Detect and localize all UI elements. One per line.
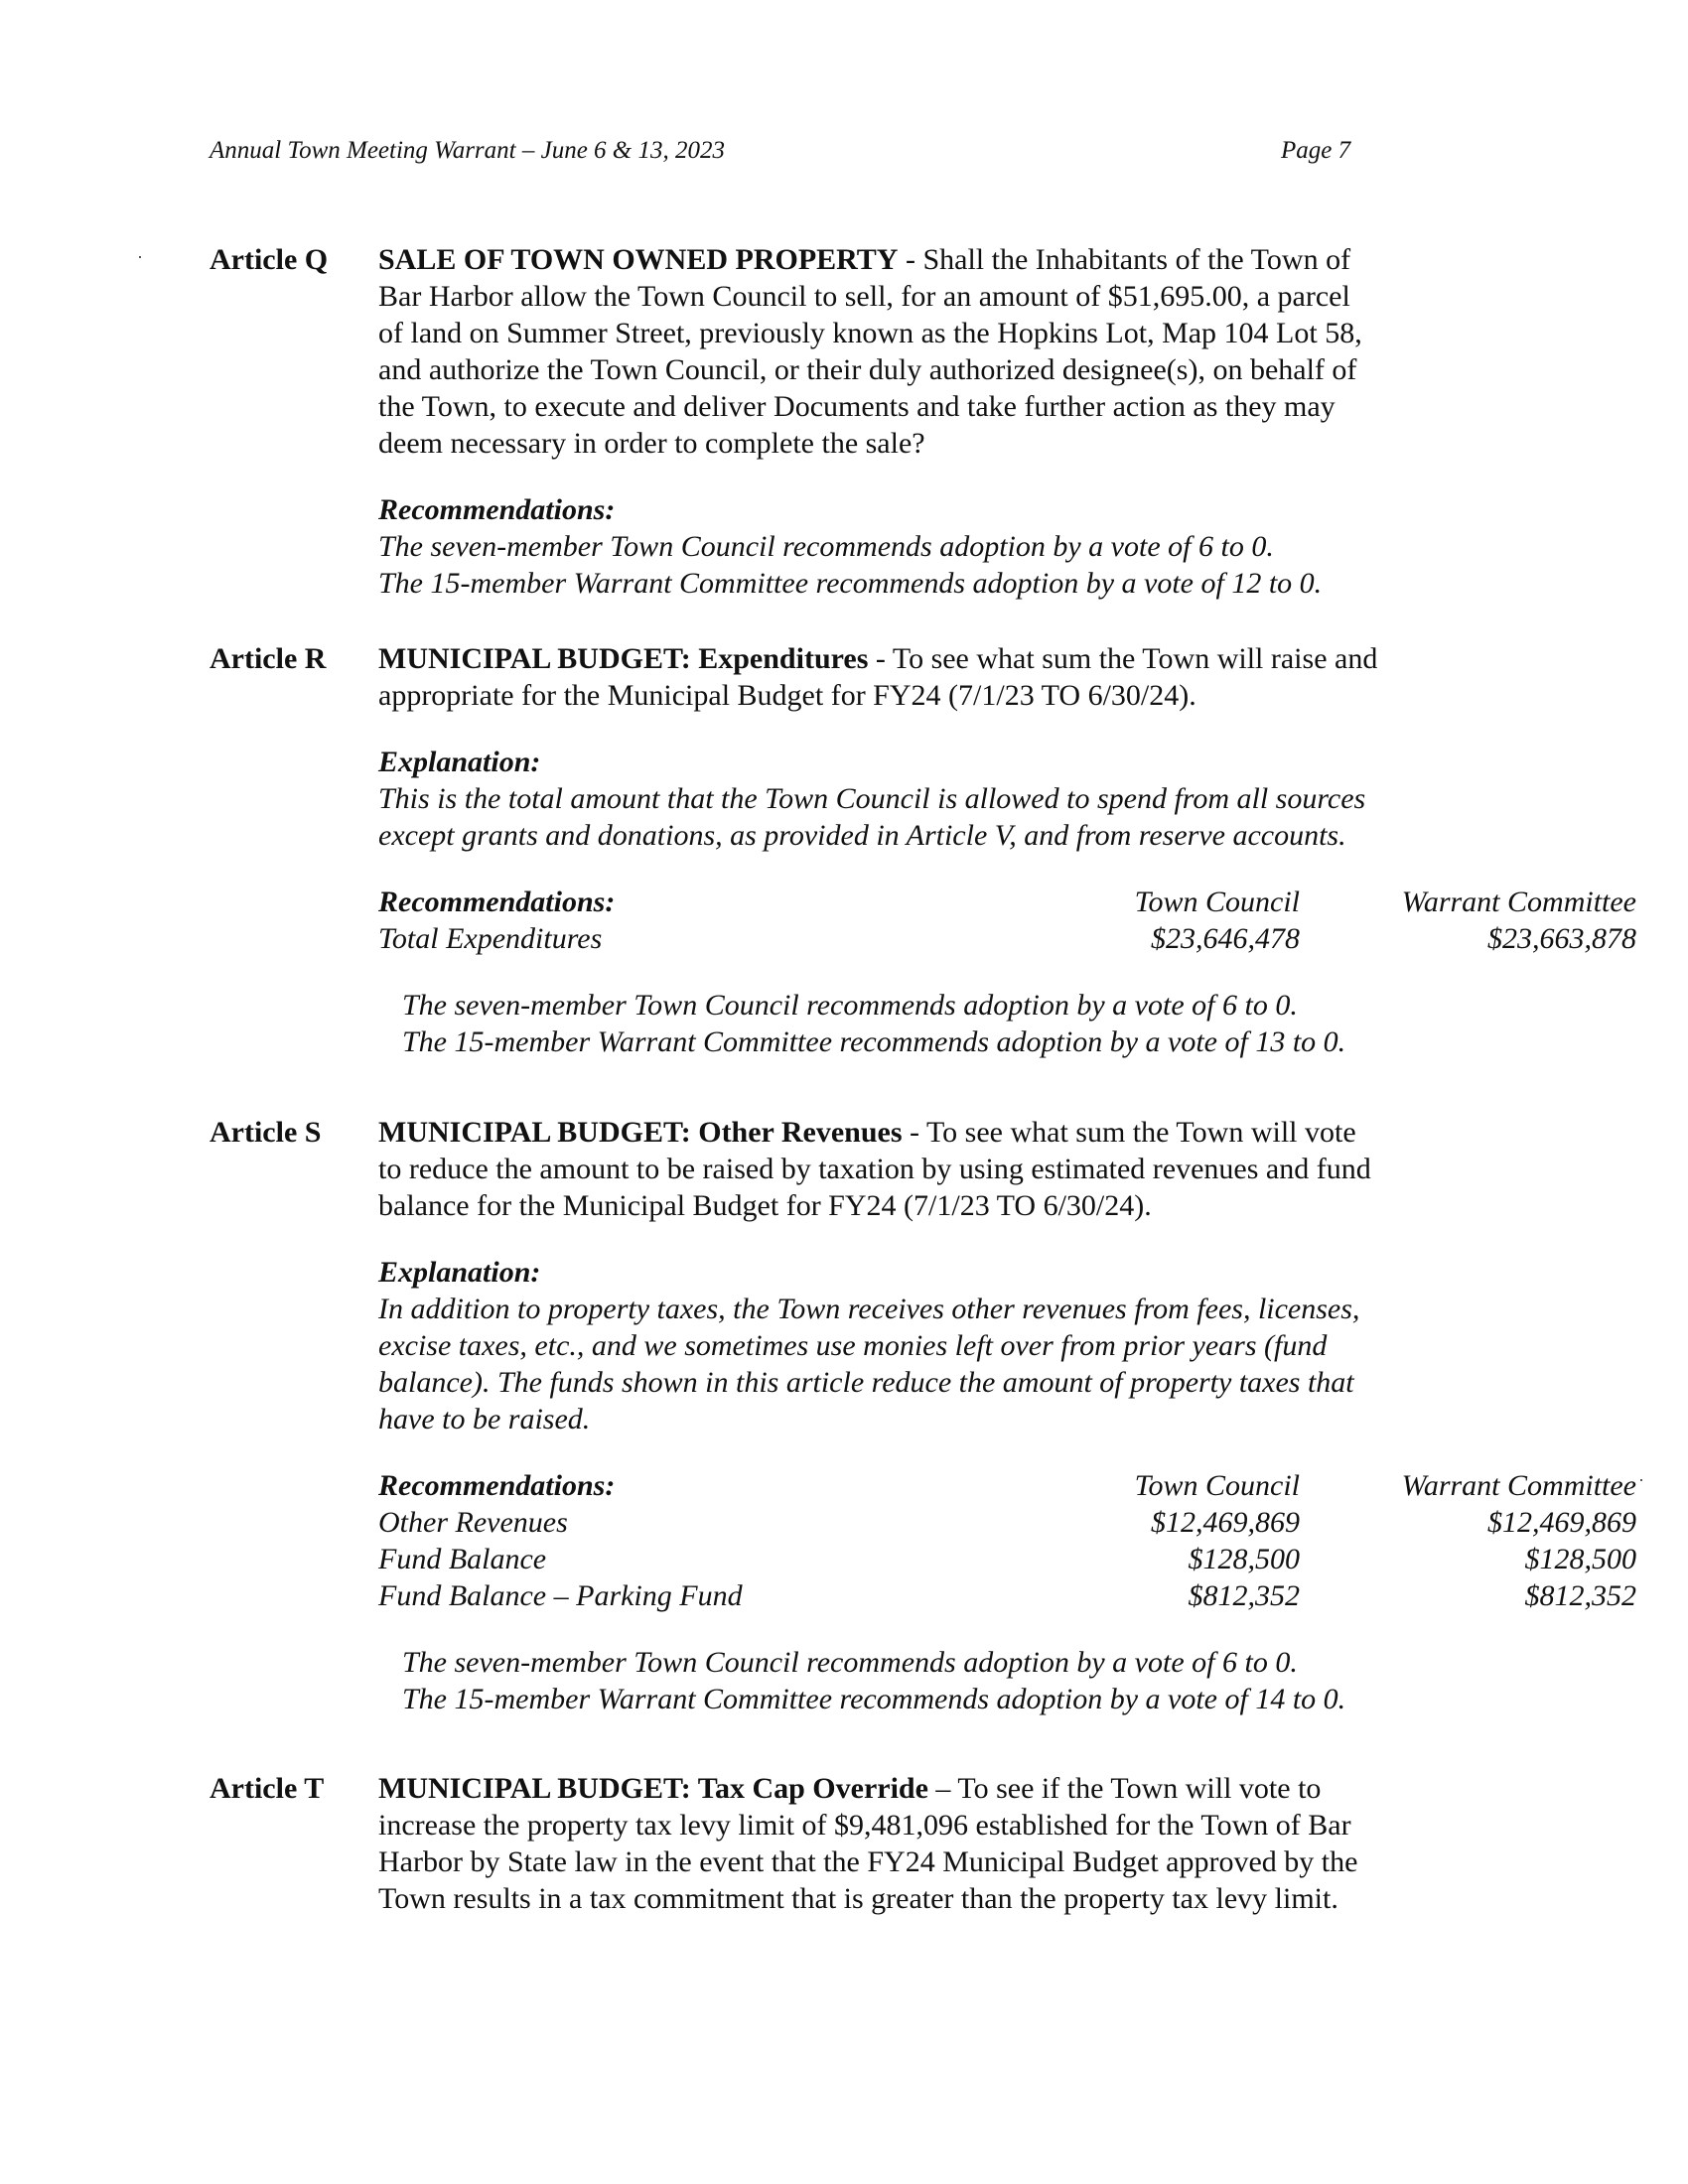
explanation-heading: Explanation: <box>378 1256 541 1289</box>
article-label: Article S <box>210 1116 322 1149</box>
recommendations-table <box>378 1467 1669 1614</box>
table-cell: $812,352 <box>1188 1579 1300 1612</box>
table-row <box>378 1504 1669 1541</box>
table-row <box>378 1577 1669 1614</box>
explanation-text: balance). The funds shown in this article reduce the amount of property taxes that <box>378 1366 1354 1399</box>
table-cell: $23,646,478 <box>1151 922 1300 955</box>
table-cell: Total Expenditures <box>378 922 603 955</box>
article-text: and authorize the Town Council, or their duly authorized designee(s), on behalf of <box>378 353 1357 386</box>
council-vote: The seven-member Town Council recommends adoption by a vote of 6 to 0. <box>378 530 1274 563</box>
table-header: Recommendations: <box>378 886 616 918</box>
table-header: Warrant Committee <box>1401 1469 1636 1502</box>
table-cell: $128,500 <box>1524 1543 1636 1575</box>
article-body <box>378 1770 1669 1917</box>
article-text: deem necessary in order to complete the sale? <box>378 427 925 460</box>
article-text: Bar Harbor allow the Town Council to sell, for an amount of $51,695.00, a parcel <box>378 280 1350 313</box>
table-cell: $812,352 <box>1524 1579 1636 1612</box>
running-header-title: Annual Town Meeting Warrant – June 6 & 13, 2023 <box>210 137 725 164</box>
table-row <box>378 920 1669 957</box>
article-text: appropriate for the Municipal Budget for FY24 (7/1/23 TO 6/30/24). <box>378 679 1196 712</box>
recommendations-table <box>378 884 1669 957</box>
article-title: MUNICIPAL BUDGET: Tax Cap Override <box>378 1772 928 1805</box>
committee-vote: The 15-member Warrant Committee recommends adoption by a vote of 13 to 0. <box>402 1025 1346 1058</box>
page-number: Page 7 <box>1281 137 1351 164</box>
explanation-heading: Explanation: <box>378 746 541 778</box>
article-text: to reduce the amount to be raised by taxation by using estimated revenues and fund <box>378 1153 1371 1185</box>
explanation-text: excise taxes, etc., and we sometimes use monies left over from prior years (fund <box>378 1329 1328 1362</box>
table-cell: Fund Balance – Parking Fund <box>378 1579 743 1612</box>
article-text: increase the property tax levy limit of $9,481,096 established for the Town of Bar <box>378 1809 1351 1842</box>
table-cell: Other Revenues <box>378 1506 568 1539</box>
committee-vote: The 15-member Warrant Committee recommends adoption by a vote of 12 to 0. <box>378 567 1323 600</box>
article-text: the Town, to execute and deliver Documents and take further action as they may <box>378 390 1336 423</box>
table-header-row <box>378 884 1669 920</box>
article-body <box>378 1114 1669 1717</box>
article-text: – To see if the Town will vote to <box>927 1772 1322 1805</box>
article-label: Article T <box>210 1772 325 1805</box>
article-body <box>378 241 1669 602</box>
council-vote: The seven-member Town Council recommends adoption by a vote of 6 to 0. <box>402 1646 1298 1679</box>
table-cell: $23,663,878 <box>1487 922 1636 955</box>
article-text: Harbor by State law in the event that the FY24 Municipal Budget approved by the <box>378 1845 1358 1878</box>
table-header: Recommendations: <box>378 1469 616 1502</box>
table-cell: Fund Balance <box>378 1543 547 1575</box>
scan-speck <box>139 256 141 258</box>
article-title: SALE OF TOWN OWNED PROPERTY <box>378 243 899 276</box>
recommendations-heading: Recommendations: <box>378 493 616 526</box>
table-row <box>378 1541 1669 1577</box>
table-cell: $12,469,869 <box>1487 1506 1636 1539</box>
table-cell: $128,500 <box>1188 1543 1300 1575</box>
article-label: Article Q <box>210 243 329 276</box>
table-header-row <box>378 1467 1669 1504</box>
article-text: balance for the Municipal Budget for FY24 (7/1/23 TO 6/30/24). <box>378 1189 1152 1222</box>
article-title: MUNICIPAL BUDGET: Other Revenues <box>378 1116 903 1149</box>
explanation-text: This is the total amount that the Town Council is allowed to spend from all sources <box>378 782 1366 815</box>
committee-vote: The 15-member Warrant Committee recommends adoption by a vote of 14 to 0. <box>402 1683 1346 1715</box>
table-header: Town Council <box>1134 886 1300 918</box>
article-label: Article R <box>210 642 327 675</box>
table-header: Town Council <box>1134 1469 1300 1502</box>
explanation-text: except grants and donations, as provided in Article V, and from reserve accounts. <box>378 819 1346 852</box>
table-header: Warrant Committee <box>1401 886 1636 918</box>
article-text: Town results in a tax commitment that is greater than the property tax levy limit. <box>378 1882 1338 1915</box>
table-cell: $12,469,869 <box>1151 1506 1300 1539</box>
article-text: of land on Summer Street, previously known as the Hopkins Lot, Map 104 Lot 58, <box>378 317 1362 349</box>
article-text: - Shall the Inhabitants of the Town of <box>898 243 1351 276</box>
council-vote: The seven-member Town Council recommends adoption by a vote of 6 to 0. <box>402 989 1298 1022</box>
article-body <box>378 640 1669 1060</box>
explanation-text: have to be raised. <box>378 1403 591 1435</box>
article-text: - To see what sum the Town will vote <box>902 1116 1356 1149</box>
article-text: - To see what sum the Town will raise and <box>868 642 1378 675</box>
article-title: MUNICIPAL BUDGET: Expenditures <box>378 642 869 675</box>
explanation-text: In addition to property taxes, the Town receives other revenues from fees, licenses, <box>378 1293 1360 1325</box>
